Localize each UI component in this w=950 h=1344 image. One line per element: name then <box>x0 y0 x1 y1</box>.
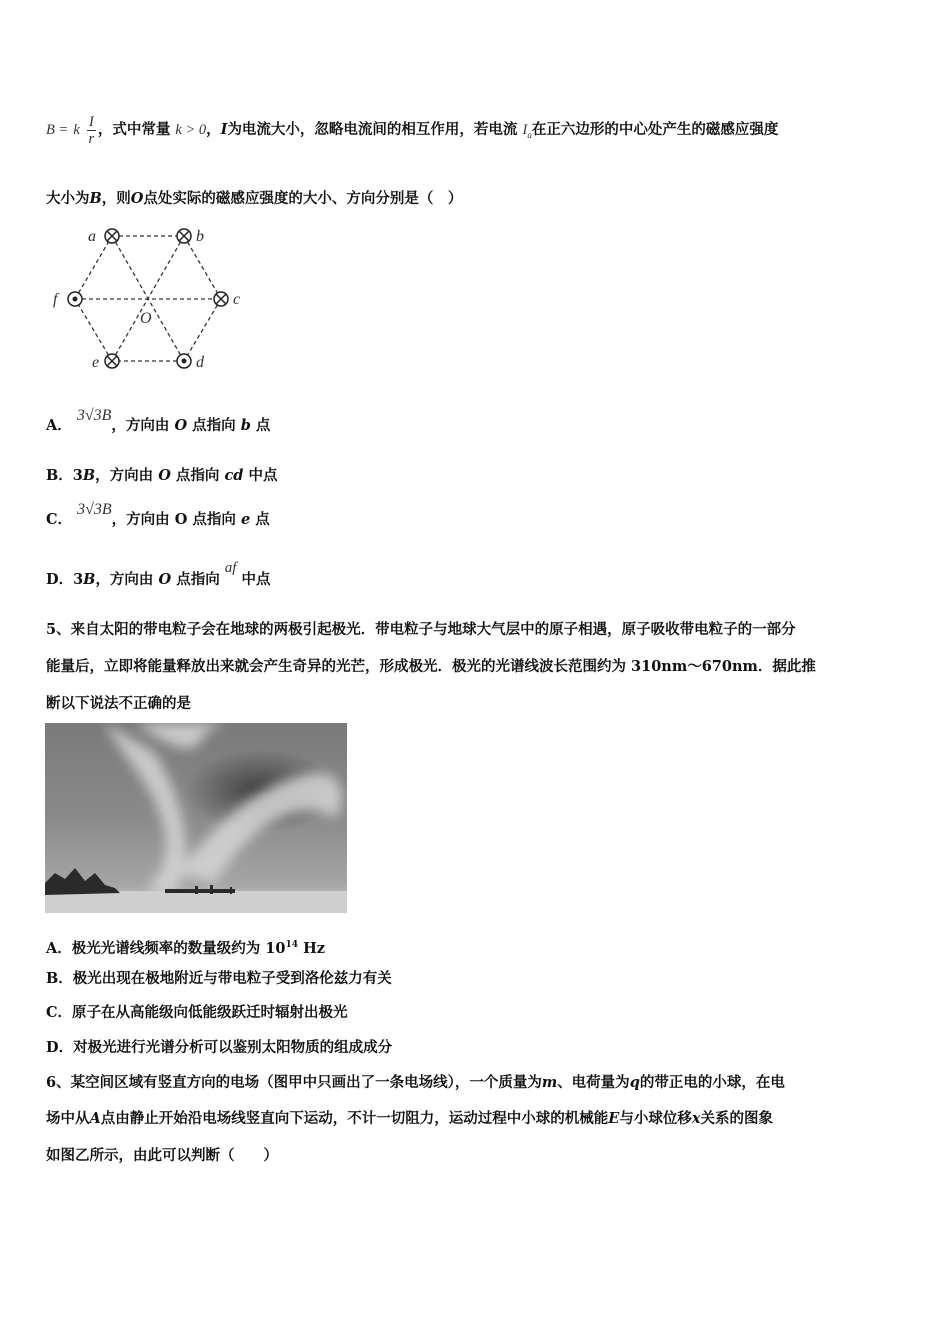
q6-l1-b: 、电荷量为 <box>557 1074 630 1091</box>
q5-line3: 断以下说法不正确的是 <box>46 695 191 712</box>
q4-condition: k > 0 <box>175 122 207 138</box>
q4-line1-b: ， <box>206 121 221 138</box>
option-c-target: e <box>240 511 251 528</box>
option-c-letter: C． <box>46 511 73 528</box>
q6-A: A <box>89 1110 101 1127</box>
q4-O: O <box>130 190 144 207</box>
option-d-O: O <box>158 571 172 588</box>
q6-l1-a: 6、某空间区域有竖直方向的电场（图甲中只画出了一条电场线），一个质量为 <box>46 1074 542 1091</box>
formula-lhs: B = <box>46 122 69 138</box>
q6-l2-d: 关系的图象 <box>700 1110 773 1127</box>
wire-d <box>177 354 191 368</box>
option-d-B: B <box>83 571 96 588</box>
option-a-math: 3√3B <box>76 407 112 424</box>
q4-line2-c: 点处实际的磁感应强度的大小、方向分别是（ ） <box>143 190 463 207</box>
wire-a <box>105 229 119 243</box>
option-c-pre: ，方向由 O 点指向 <box>111 511 236 528</box>
q4-line2 <box>46 189 462 209</box>
option-b-pre: ，方向由 <box>95 467 154 484</box>
option-d-post: 中点 <box>241 571 271 588</box>
q4-Ia <box>523 122 532 138</box>
q6-line2 <box>46 1109 773 1129</box>
option-b-mid: 点指向 <box>175 467 220 484</box>
q4-line2-a: 大小为 <box>46 190 90 207</box>
q4-I: I <box>220 121 228 138</box>
label-a: a <box>88 228 96 245</box>
q4-line2-b: ，则 <box>101 190 131 207</box>
option-a-letter: A． <box>46 417 72 434</box>
option-a-pre: ，方向由 <box>111 417 170 434</box>
wire-c <box>214 292 228 306</box>
q6-l2-b: 点由静止开始沿电场线竖直向下运动，不计一切阻力，运动过程中小球的机械能 <box>100 1110 609 1127</box>
q5-option-a-post: Hz <box>298 939 325 957</box>
option-a-O: O <box>174 417 188 434</box>
option-d-letter: D． <box>46 571 74 588</box>
q6-E: E <box>608 1110 620 1127</box>
hexagon-diagram <box>48 222 253 374</box>
q4-B: B <box>89 190 102 207</box>
q6-q: q <box>629 1074 640 1091</box>
q4-option-a[interactable] <box>46 407 271 440</box>
option-c-math: 3√3B <box>77 501 112 518</box>
option-b-plain: 3 <box>72 467 83 484</box>
q6-l1-c: 的带正电的小球，在电 <box>639 1074 785 1091</box>
wire-f <box>68 292 82 306</box>
wire-b <box>177 229 191 243</box>
q4-option-b[interactable] <box>46 466 277 486</box>
option-b-target: cd <box>224 467 244 484</box>
label-c: c <box>233 291 241 308</box>
q4-Ia-main: I <box>522 122 528 138</box>
option-c-post: 点 <box>255 511 270 528</box>
q5-option-a-sup: 14 <box>285 940 299 950</box>
option-a-mid: 点指向 <box>192 417 236 434</box>
option-d-target: af <box>224 560 237 576</box>
q5-line1: 5、来自太阳的带电粒子会在地球的两极引起极光．带电粒子与地球大气层中的原子相遇，原子吸收带电粒子的一部分 <box>46 621 796 638</box>
q4-option-d[interactable] <box>46 560 271 594</box>
label-f: f <box>53 291 58 308</box>
option-d-mid: 点指向 <box>176 571 220 588</box>
label-b: b <box>196 228 204 245</box>
option-b-post: 中点 <box>248 467 278 484</box>
q5-option-a[interactable] <box>46 935 325 959</box>
q6-l2-a: 场中从 <box>46 1110 90 1127</box>
formula-numerator: I <box>88 113 94 130</box>
q6-m: m <box>541 1074 558 1091</box>
q4-option-c[interactable] <box>46 501 270 534</box>
option-b-B: B <box>82 467 96 484</box>
formula-denominator: r <box>88 130 95 147</box>
option-d-plain: 3 <box>73 571 84 588</box>
q5-option-a-pre: A．极光光谱线频率的数量级约为 10 <box>46 939 286 957</box>
q4-line1-d: 在正六边形的中心处产生的磁感应强度 <box>531 121 779 138</box>
q5-option-d[interactable]: D．对极光进行光谱分析可以鉴别太阳物质的组成成分 <box>46 1039 393 1056</box>
q5-option-c[interactable]: C．原子在从高能级向低能级跃迁时辐射出极光 <box>46 1004 348 1021</box>
q4-line1 <box>46 110 778 155</box>
q4-Ia-sub: a <box>527 129 532 140</box>
q6-x: x <box>691 1110 701 1127</box>
label-d: d <box>196 354 204 371</box>
q6-line1 <box>46 1073 785 1093</box>
q4-line1-a: ，式中常量 <box>97 121 171 138</box>
formula-k: k <box>73 122 80 138</box>
option-b-letter: B． <box>46 467 73 484</box>
label-e: e <box>92 354 100 371</box>
label-O: O <box>140 310 152 327</box>
option-a-post: 点 <box>255 417 271 434</box>
wire-e <box>105 354 119 368</box>
q4-line1-c: 为电流大小，忽略电流间的相互作用，若电流 <box>227 121 518 138</box>
formula-fraction <box>87 114 96 147</box>
aurora-photo <box>45 723 347 913</box>
q6-line3: 如图乙所示，由此可以判断（ ） <box>46 1147 278 1164</box>
q5-option-b[interactable]: B．极光出现在极地附近与带电粒子受到洛伦兹力有关 <box>46 970 392 987</box>
q5-line2: 能量后，立即将能量释放出来就会产生奇异的光芒，形成极光．极光的光谱线波长范围约为 310nm～670nm．据此推 <box>46 658 816 675</box>
option-a-target: b <box>240 417 251 434</box>
option-d-pre: ，方向由 <box>95 571 154 588</box>
option-b-O: O <box>158 467 171 484</box>
q6-l2-c: 与小球位移 <box>619 1110 692 1127</box>
